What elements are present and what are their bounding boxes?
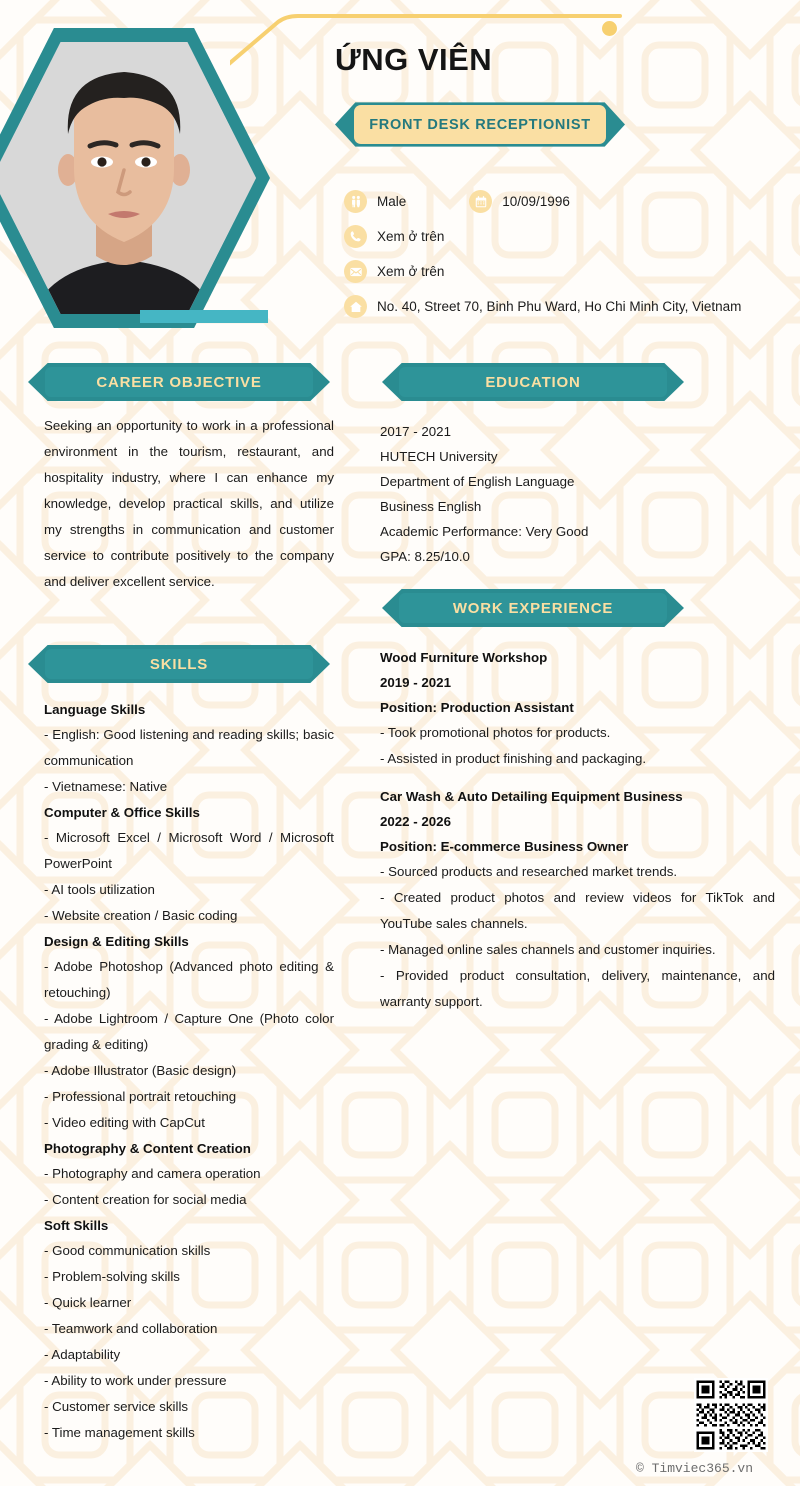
work-experience-body bbox=[380, 645, 775, 1015]
work-experience-entry bbox=[380, 645, 775, 772]
banner-plate bbox=[45, 649, 313, 679]
contact-row-email bbox=[344, 254, 784, 289]
career-objective-body bbox=[44, 413, 334, 595]
skill-item: - Adobe Illustrator (Basic design) bbox=[44, 1063, 237, 1078]
skill-item: - English: Good listening and reading skills; basic communication bbox=[44, 727, 334, 768]
gender-icon bbox=[344, 190, 367, 213]
page-title: ỨNG VIÊN bbox=[335, 42, 493, 77]
gold-dot bbox=[602, 21, 617, 36]
phone-icon bbox=[344, 225, 367, 248]
job-badge-plate bbox=[354, 105, 606, 144]
contact-phone bbox=[344, 225, 444, 248]
job-bullet: - Created product photos and review videos for TikTok and YouTube sales channels. bbox=[380, 890, 775, 931]
work-experience-title: WORK EXPERIENCE bbox=[452, 599, 614, 617]
skill-item: - Adobe Lightroom / Capture One (Photo color grading & editing) bbox=[44, 1011, 334, 1052]
envelope-icon bbox=[344, 260, 367, 283]
job-title-text: FRONT DESK RECEPTIONIST bbox=[369, 116, 591, 133]
skill-item: - Good communication skills bbox=[44, 1243, 211, 1258]
skill-group bbox=[44, 1136, 334, 1213]
home-icon bbox=[344, 295, 367, 318]
gender-value: Male bbox=[377, 194, 407, 209]
education-line: 2017 - 2021 bbox=[380, 424, 451, 439]
email-value: Xem ở trên bbox=[377, 264, 445, 279]
section-header-career-objective bbox=[28, 363, 330, 401]
skill-item: - Teamwork and collaboration bbox=[44, 1321, 218, 1336]
job-title-badge bbox=[335, 101, 625, 148]
qr-code bbox=[694, 1378, 768, 1452]
contact-birthday bbox=[469, 190, 570, 213]
skills-body bbox=[44, 697, 334, 1446]
skill-item: - Content creation for social media bbox=[44, 1192, 247, 1207]
skill-item: - Photography and camera operation bbox=[44, 1166, 261, 1181]
job-period: 2019 - 2021 bbox=[380, 675, 451, 690]
job-company: Car Wash & Auto Detailing Equipment Business bbox=[380, 789, 683, 804]
skill-item: - Video editing with CapCut bbox=[44, 1115, 205, 1130]
education-line: Academic Performance: Very Good bbox=[380, 524, 589, 539]
education-line: GPA: 8.25/10.0 bbox=[380, 549, 470, 564]
phone-value: Xem ở trên bbox=[377, 229, 445, 244]
skill-item: - Quick learner bbox=[44, 1295, 132, 1310]
education-line: HUTECH University bbox=[380, 449, 498, 464]
job-position: Position: Production Assistant bbox=[380, 700, 574, 715]
skill-item: - AI tools utilization bbox=[44, 882, 155, 897]
contact-gender bbox=[344, 190, 406, 213]
address-value: No. 40, Street 70, Binh Phu Ward, Ho Chi Minh City, Vietnam bbox=[377, 299, 742, 314]
job-position: Position: E-commerce Business Owner bbox=[380, 839, 629, 854]
skill-item: - Ability to work under pressure bbox=[44, 1373, 227, 1388]
banner-plate bbox=[399, 593, 667, 623]
candidate-photo bbox=[0, 42, 256, 314]
skill-group bbox=[44, 1213, 334, 1446]
career-objective-title: CAREER OBJECTIVE bbox=[96, 373, 262, 391]
calendar-icon bbox=[469, 190, 492, 213]
skill-item: - Website creation / Basic coding bbox=[44, 908, 238, 923]
education-line: Business English bbox=[380, 499, 482, 514]
copyright-text: © Timviec365.vn bbox=[636, 1461, 754, 1476]
contact-row-address bbox=[344, 289, 784, 324]
job-bullet: - Took promotional photos for products. bbox=[380, 725, 611, 740]
skill-item: - Customer service skills bbox=[44, 1399, 189, 1414]
skill-group-title: Soft Skills bbox=[44, 1218, 109, 1233]
banner-plate bbox=[399, 367, 667, 397]
skill-item: - Microsoft Excel / Microsoft Word / Microsoft PowerPoint bbox=[44, 830, 334, 871]
skill-item: - Time management skills bbox=[44, 1425, 195, 1440]
skill-group-title: Photography & Content Creation bbox=[44, 1141, 251, 1156]
skill-group-title: Computer & Office Skills bbox=[44, 805, 200, 820]
job-bullet: - Managed online sales channels and customer inquiries. bbox=[380, 942, 716, 957]
contact-row-phone bbox=[344, 219, 784, 254]
career-objective-text: Seeking an opportunity to work in a professional environment in the tourism, restaurant, and hospitality industry, where I can enhance my knowledge, develop practical skills, and utilize my strengths in communication and customer service to contribute positively to the company and deliver excellent service. bbox=[44, 418, 334, 589]
job-bullet: - Provided product consultation, delivery, maintenance, and warranty support. bbox=[380, 968, 775, 1009]
skill-item: - Vietnamese: Native bbox=[44, 779, 168, 794]
skill-item: - Professional portrait retouching bbox=[44, 1089, 237, 1104]
education-body bbox=[380, 419, 775, 569]
work-experience-entry bbox=[380, 784, 775, 1015]
education-title: EDUCATION bbox=[485, 373, 581, 391]
skill-group bbox=[44, 800, 334, 929]
skill-item: - Adobe Photoshop (Advanced photo editing & retouching) bbox=[44, 959, 334, 1000]
skill-group-title: Language Skills bbox=[44, 702, 146, 717]
skill-item: - Problem-solving skills bbox=[44, 1269, 180, 1284]
skill-group bbox=[44, 697, 334, 800]
skill-group bbox=[44, 929, 334, 1136]
education-line: Department of English Language bbox=[380, 474, 575, 489]
contact-email bbox=[344, 260, 444, 283]
section-header-work-experience bbox=[382, 589, 684, 627]
banner-plate bbox=[45, 367, 313, 397]
job-period: 2022 - 2026 bbox=[380, 814, 451, 829]
job-bullet: - Sourced products and researched market trends. bbox=[380, 864, 678, 879]
contact-row-gender-birth bbox=[344, 184, 784, 219]
contact-info bbox=[344, 184, 784, 324]
skills-title: SKILLS bbox=[149, 655, 209, 673]
skill-item: - Adaptability bbox=[44, 1347, 121, 1362]
skill-group-title: Design & Editing Skills bbox=[44, 934, 189, 949]
spacer bbox=[380, 772, 775, 784]
photo-accent-bar bbox=[140, 310, 268, 323]
birthday-value: 10/09/1996 bbox=[502, 194, 570, 209]
section-header-skills bbox=[28, 645, 330, 683]
job-company: Wood Furniture Workshop bbox=[380, 650, 548, 665]
job-bullet: - Assisted in product finishing and packaging. bbox=[380, 751, 647, 766]
section-header-education bbox=[382, 363, 684, 401]
contact-address bbox=[344, 295, 741, 318]
